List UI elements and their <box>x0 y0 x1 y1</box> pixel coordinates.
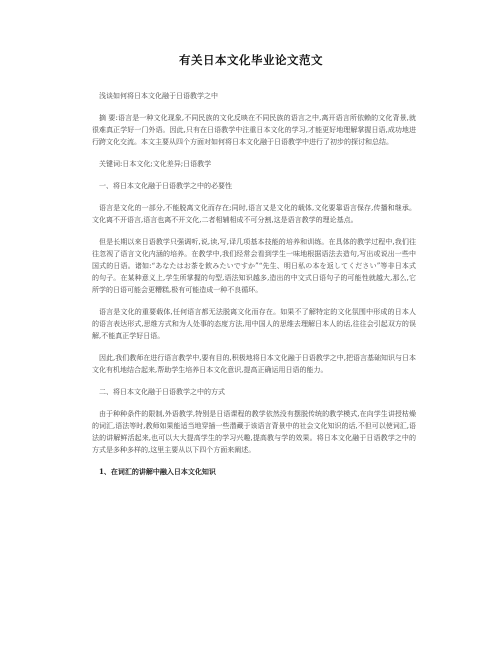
abstract-paragraph: 摘 要:语言是一种文化现象,不同民族的文化反映在不同民族的语言之中,离开语言所依赖的文化背景,就很难真正学好一门外语。因此,只有在日语教学中注重日本文化的学习,才能更好地理解掌握日语,成功地进行跨文化交流。本文主要从四个方面对如何将日本文化融于日语教学中进行了初步的探讨和总结。 <box>92 114 416 146</box>
subsection-heading-1: 1、在词汇的讲解中融入日本文化知识 <box>99 467 216 476</box>
section-heading-2: 二、将日本文化融于日语教学之中的方式 <box>99 388 225 396</box>
document-title: 有关日本文化毕业论文范文 <box>179 53 323 67</box>
body-paragraph: 由于种种条件的限制,外语教学,特别是日语课程的教学依然没有摆脱传统的教学模式,在向学生讲授枯燥的词汇,语法等时,教师如果能适当地穿插一些潜藏于该语言背景中的社会文化知识的话,不但可以使词汇,语法的讲解鲜活起来,也可以大大提高学生的学习兴趣,提高教与学的效果。将日本文化融于日语教学之中的方式是多种多样的,这里主要从以下四个方面来阐述。 <box>92 410 416 454</box>
paper-subtitle: 浅谈如何将日本文化融于日语教学之中 <box>99 92 218 100</box>
body-paragraph: 因此,我们教师在进行语言教学中,要有目的,积极地将日本文化融于日语教学之中,把语言基础知识与日本文化有机地结合起来,帮助学生培养日本文化意识,提高正确运用日语的能力。 <box>92 354 416 374</box>
document-body <box>92 90 416 488</box>
keywords-line: 关键词:日本文化;文化差异;日语教学 <box>99 160 212 168</box>
body-paragraph: 但是长期以来日语教学只强调听,说,读,写,译几项基本技能的培养和训练。在具体的教学过程中,我们往往忽视了语言文化内涵的培养。在教学中,我们经常会看到学生一味地根据语法去造句,写出或说出一些中国式的日语。诸如:“あなたはお茶を飲みたいですか”“先生、明日私の本を返してください”等非日本式的句子。在某种意义上,学生所掌握的句型,语法知识越多,造出的中文式日语句子的可能性就越大,那么,它所学的日语可能会更糟糕,极有可能造成一种不良循环。 <box>92 238 416 294</box>
body-paragraph: 语言是文化的重要载体,任何语言都无法脱离文化而存在。如果不了解特定的文化氛围中形成的日本人的语言表达形式,思维方式和为人处事的态度方法,用中国人的思维去理解日本人的话,往往会引起双方的误解,不能真正学好日语。 <box>92 308 416 340</box>
section-heading-1: 一、将日本文化融于日语教学之中的必要性 <box>99 182 232 190</box>
body-paragraph: 语言是文化的一部分,不能脱离文化而存在;同时,语言又是文化的载体,文化要靠语言保存,传播和继承。文化离不开语言,语言也离不开文化,二者相辅相成不可分割,这是语言教学的理论基点。 <box>92 204 416 224</box>
